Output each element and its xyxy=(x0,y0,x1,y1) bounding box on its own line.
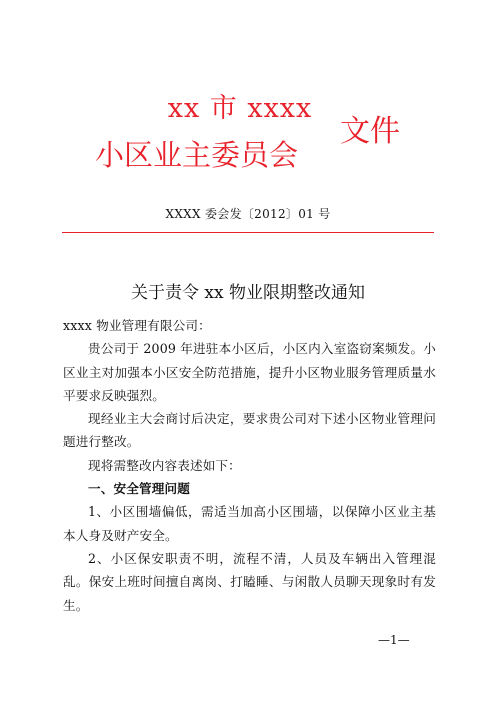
paragraph-background: 贵公司于 2009 年进驻本小区后，小区内入室盗窃案频发。小区业主对加强本小区安全防范措施，提升小区物业服务管理质量水平要求反映强烈。 xyxy=(63,341,436,403)
document-type-label: 文件 xyxy=(340,114,400,149)
page-number: —1— xyxy=(378,633,410,647)
paragraph-intro: 现将需整改内容表述如下： xyxy=(88,457,241,473)
header-divider-rule xyxy=(62,232,434,233)
notice-body xyxy=(63,314,436,617)
list-item-1: 1、小区围墙偏低，需适当加高小区围墙，以保障小区业主基本人身及财产安全。 xyxy=(63,504,436,543)
paragraph-decision: 现经业主大会商讨后决定，要求贵公司对下述小区物业管理问题进行整改。 xyxy=(63,411,436,450)
notice-title: 关于责令 xx 物业限期整改通知 xyxy=(131,283,365,303)
addressee: xxxx 物业管理有限公司： xyxy=(63,318,211,333)
list-item-2: 2、小区保安职责不明，流程不清，人员及车辆出入管理混乱。保安上班时间擅自离岗、打瞌睡、与闲散人员聊天现象时有发生。 xyxy=(63,550,436,613)
issuing-organization-line-1 xyxy=(0,92,496,126)
issuing-organization-city: xx 市 xxxx xyxy=(167,93,313,124)
issuing-organization-line-2: 小区业主委员会 xyxy=(95,138,299,172)
document-number: XXXX 委会发〔2012〕01 号 xyxy=(165,207,331,221)
section-heading: 一、安全管理问题 xyxy=(88,481,190,497)
